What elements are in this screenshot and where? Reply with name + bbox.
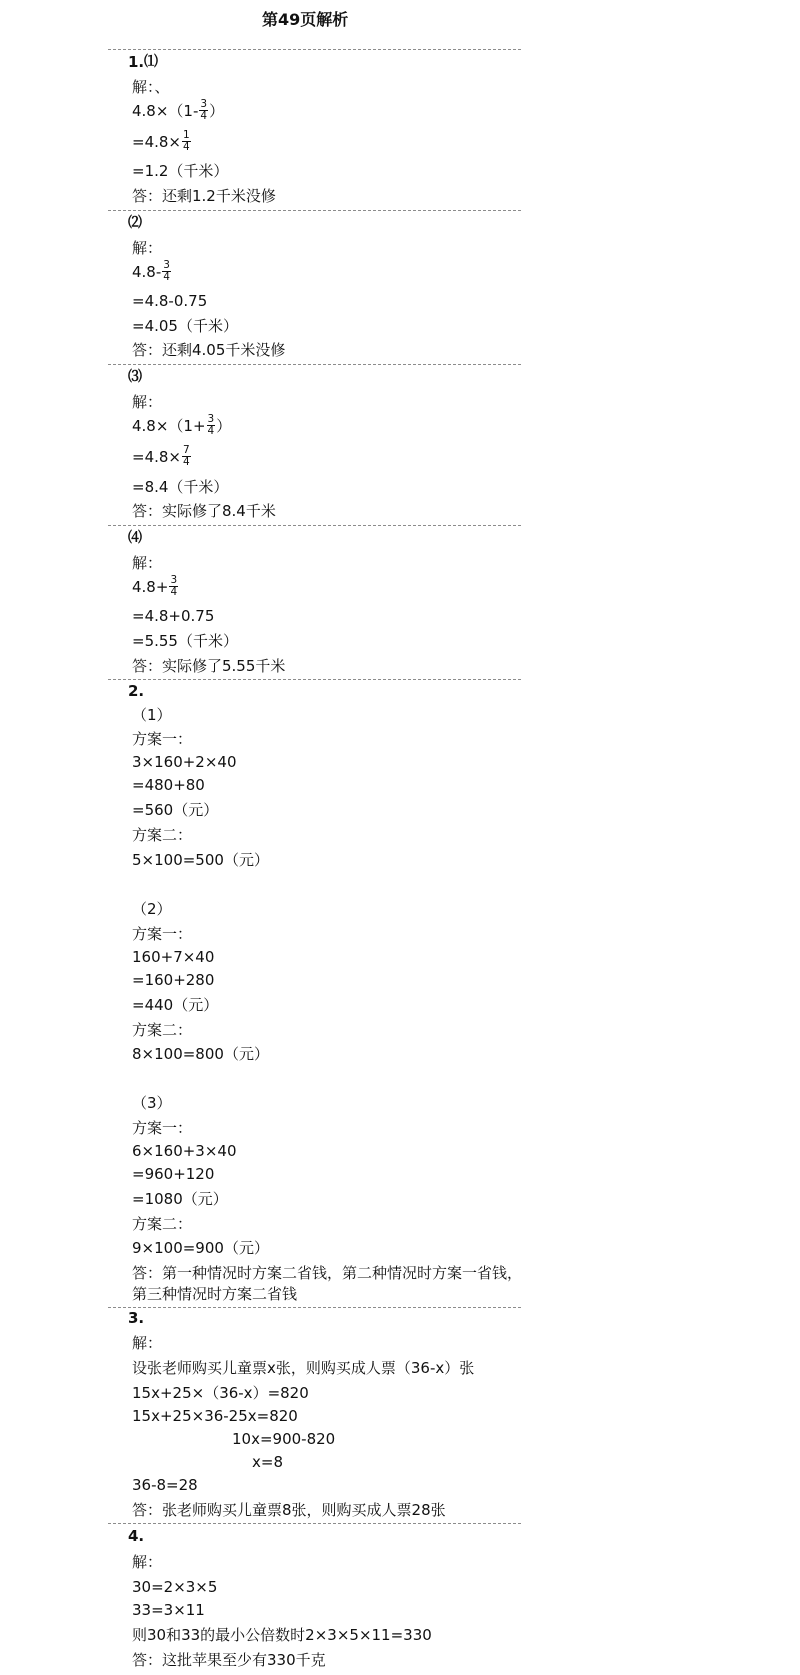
fraction-expression: 4.8+ $\frac{3}{4}$ bbox=[132, 574, 178, 598]
fraction: $\frac{3}{4}$ bbox=[163, 259, 170, 283]
divider bbox=[108, 525, 521, 526]
solution-line: =4.8-0.75 bbox=[132, 292, 208, 310]
solution-line: 160+7×40 bbox=[132, 948, 215, 966]
solution-line: =5.55（千米） bbox=[132, 632, 238, 650]
solution-line: =480+80 bbox=[132, 776, 205, 794]
divider bbox=[108, 1307, 521, 1308]
fraction: $\frac{3}{4}$ bbox=[207, 413, 215, 437]
solution-line: =1.2（千米） bbox=[132, 162, 229, 180]
answer-line: 答：实际修了5.55千米 bbox=[132, 657, 286, 675]
solution-line: 方案二： bbox=[132, 1021, 193, 1039]
fraction: $\frac{3}{4}$ bbox=[200, 98, 208, 122]
solution-line: =160+280 bbox=[132, 971, 215, 989]
fraction-expression: 4.8×（1+ $\frac{3}{4}$ ） bbox=[132, 413, 232, 437]
solution-line: （1） bbox=[132, 706, 172, 724]
solution-line: =4.05（千米） bbox=[132, 317, 238, 335]
divider bbox=[108, 364, 521, 365]
solution-line: 30=2×3×5 bbox=[132, 1578, 218, 1596]
solution-line: 33=3×11 bbox=[132, 1601, 205, 1619]
solution-line: 则30和33的最小公倍数时2×3×5×11=330 bbox=[132, 1626, 432, 1644]
solution-line: =8.4（千米） bbox=[132, 478, 229, 496]
solution-line: 方案一： bbox=[132, 730, 193, 748]
answer-line: 答：还剩4.05千米没修 bbox=[132, 341, 286, 359]
sub-question-label: ⑴ bbox=[144, 54, 158, 70]
divider bbox=[108, 49, 521, 50]
solution-line: 方案二： bbox=[132, 826, 193, 844]
divider bbox=[108, 210, 521, 211]
fraction-expression: 4.8- $\frac{3}{4}$ bbox=[132, 259, 170, 283]
fraction: $\frac{3}{4}$ bbox=[170, 574, 178, 598]
solution-line: 36-8=28 bbox=[132, 1476, 198, 1494]
question-number: 3. bbox=[128, 1309, 145, 1327]
solution-line: 解： bbox=[132, 554, 163, 572]
solution-line: 8×100=800（元） bbox=[132, 1045, 269, 1063]
solution-line: x=8 bbox=[252, 1453, 283, 1471]
question-number: 2. bbox=[128, 682, 145, 700]
solution-line: =960+120 bbox=[132, 1165, 215, 1183]
solution-line: （3） bbox=[132, 1094, 172, 1112]
solution-line: 方案一： bbox=[132, 1119, 193, 1137]
fraction: $\frac{7}{4}$ bbox=[183, 444, 190, 468]
page-title: 第49页解析 bbox=[262, 10, 349, 29]
sub-question-label: ⑵ bbox=[128, 215, 142, 231]
solution-line: 解：、 bbox=[132, 78, 170, 96]
solution-line: 解： bbox=[132, 393, 163, 411]
question-number: 4. bbox=[128, 1527, 145, 1545]
answer-line: 答：第一种情况时方案二省钱，第二种情况时方案一省钱，第三种情况时方案二省钱 bbox=[132, 1264, 523, 1303]
fraction-expression: =4.8× $\frac{1}{4}$ bbox=[132, 129, 190, 153]
solution-line: 解： bbox=[132, 1334, 163, 1352]
solution-line: 设张老师购买儿童票x张，则购买成人票（36-x）张 bbox=[132, 1359, 475, 1377]
solution-line: 3×160+2×40 bbox=[132, 753, 237, 771]
divider bbox=[108, 679, 521, 680]
sub-question-label: ⑶ bbox=[128, 369, 142, 385]
fraction-expression: 4.8×（1- $\frac{3}{4}$ ） bbox=[132, 98, 225, 122]
answer-line: 答：张老师购买儿童票8张，则购买成人票28张 bbox=[132, 1501, 446, 1519]
solution-line: 9×100=900（元） bbox=[132, 1239, 269, 1257]
solution-line: =560（元） bbox=[132, 801, 219, 819]
question-number: 1. bbox=[128, 53, 145, 71]
solution-line: 解： bbox=[132, 239, 163, 257]
answer-line: 答：还剩1.2千米没修 bbox=[132, 187, 276, 205]
solution-line: =1080（元） bbox=[132, 1190, 228, 1208]
solution-line: 5×100=500（元） bbox=[132, 851, 269, 869]
solution-line: 解： bbox=[132, 1553, 163, 1571]
answer-line: 答：实际修了8.4千米 bbox=[132, 502, 276, 520]
sub-question-label: ⑷ bbox=[128, 530, 142, 546]
solution-line: 6×160+3×40 bbox=[132, 1142, 237, 1160]
solution-line: 15x+25×36-25x=820 bbox=[132, 1407, 298, 1425]
divider bbox=[108, 1523, 521, 1524]
fraction-expression: =4.8× $\frac{7}{4}$ bbox=[132, 444, 190, 468]
solution-line: 方案一： bbox=[132, 925, 193, 943]
solution-line: （2） bbox=[132, 900, 172, 918]
fraction: $\frac{1}{4}$ bbox=[183, 129, 190, 153]
solution-line: =4.8+0.75 bbox=[132, 607, 215, 625]
solution-line: 方案二： bbox=[132, 1215, 193, 1233]
solution-line: =440（元） bbox=[132, 996, 219, 1014]
solution-line: 10x=900-820 bbox=[232, 1430, 336, 1448]
answer-line: 答：这批苹果至少有330千克 bbox=[132, 1651, 326, 1669]
solution-line: 15x+25×（36-x）=820 bbox=[132, 1384, 309, 1402]
